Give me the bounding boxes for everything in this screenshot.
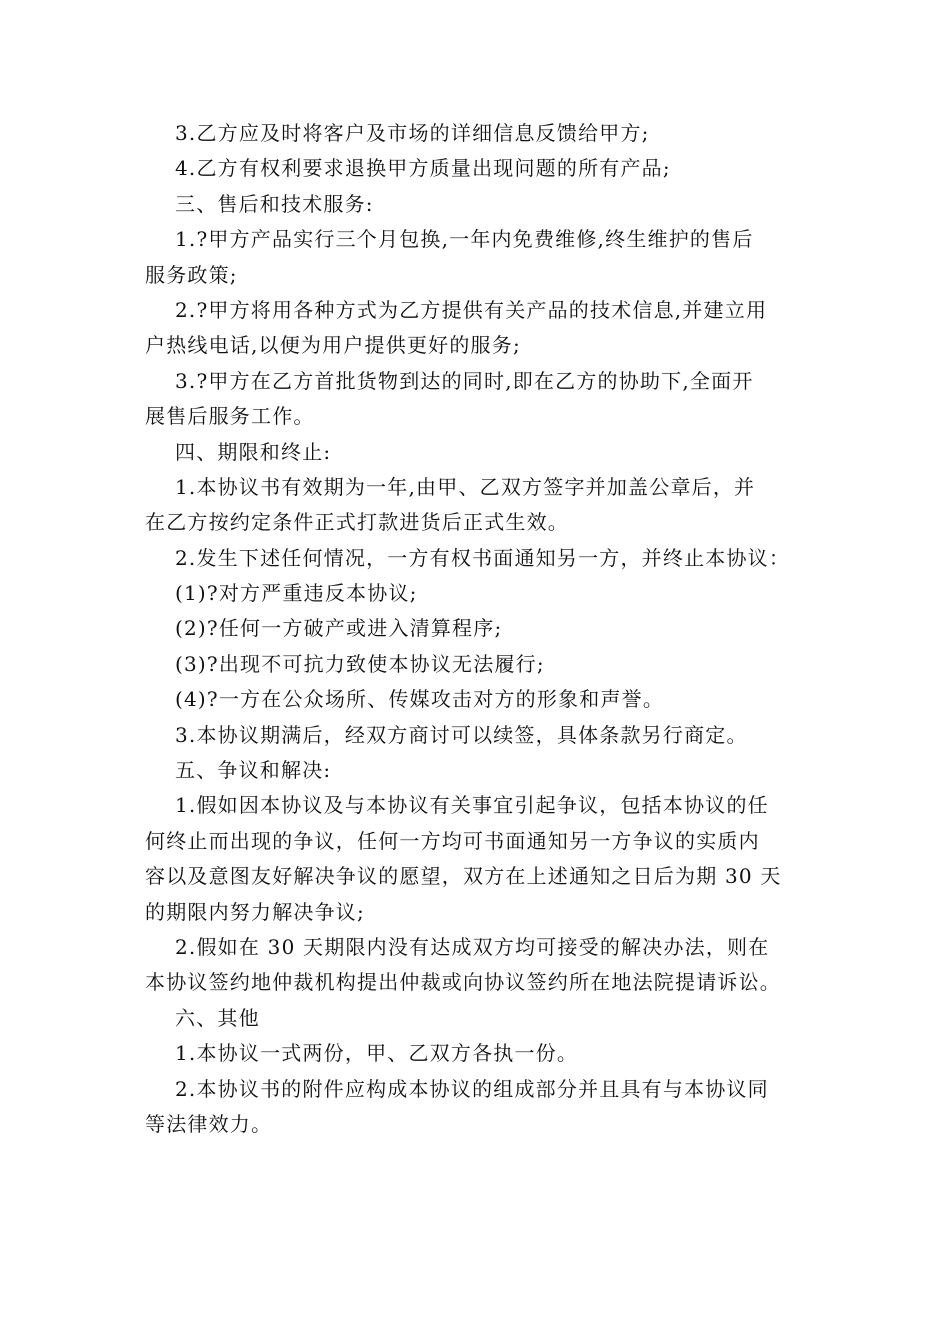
text-line: 展售后服务工作。 (145, 404, 315, 429)
text-line: 1.本协议书有效期为一年,由甲、乙双方签字并加盖公章后，并 (175, 474, 756, 499)
text-line: 1.假如因本协议及与本协议有关事宜引起争议，包括本协议的任 (175, 793, 769, 818)
text-line: 容以及意图友好解决争议的愿望，双方在上述通知之日后为期 30 天 (145, 864, 782, 889)
text-line: 的期限内努力解决争议; (145, 899, 365, 924)
text-line: 三、售后和技术服务: (175, 191, 374, 216)
text-line: 3.乙方应及时将客户及市场的详细信息反馈给甲方; (175, 121, 650, 145)
text-line: 3.?甲方在乙方首批货物到达的同时,即在乙方的协助下,全面开 (175, 368, 754, 393)
text-line: 六、其他 (175, 1005, 260, 1030)
text-line: 四、期限和终止: (175, 439, 332, 464)
text-line: (1)?对方严重违反本协议; (175, 581, 418, 606)
text-line: (2)?任何一方破产或进入清算程序; (175, 616, 503, 641)
text-line: 何终止而出现的争议，任何一方均可书面通知另一方争议的实质内 (145, 828, 760, 853)
text-line: 1.?甲方产品实行三个月包换,一年内免费维修,终生维护的售后 (175, 227, 754, 252)
text-line: 2.?甲方将用各种方式为乙方提供有关产品的技术信息,并建立用 (175, 297, 768, 322)
text-line: 本协议签约地仲裁机构提出仲裁或向协议签约所在地法院提请诉讼。 (145, 970, 781, 995)
text-line: 2.本协议书的附件应构成本协议的组成部分并且具有与本协议同 (175, 1076, 769, 1101)
text-line: 3.本协议期满后，经双方商讨可以续签，具体条款另行商定。 (175, 722, 748, 747)
text-line: 2.发生下述任何情况，一方有权书面通知另一方，并终止本协议： (175, 545, 791, 570)
text-line: 等法律效力。 (145, 1111, 273, 1136)
text-line: 户热线电话,以便为用户提供更好的服务; (145, 333, 521, 358)
text-line: 4.乙方有权利要求退换甲方质量出现问题的所有产品; (175, 156, 671, 181)
text-line: 服务政策; (145, 262, 238, 287)
document-body (145, 116, 810, 1142)
text-line: 1.本协议一式两份，甲、乙双方各执一份。 (175, 1041, 579, 1066)
text-line: 五、争议和解决: (175, 758, 332, 783)
text-line: (3)?出现不可抗力致使本协议无法履行; (175, 651, 545, 676)
text-line: 在乙方按约定条件正式打款进货后正式生效。 (145, 510, 569, 535)
text-line: 2.假如在 30 天期限内没有达成双方均可接受的解决办法，则在 (175, 934, 770, 959)
text-line: (4)?一方在公众场所、传媒攻击对方的形象和声誉。 (175, 687, 665, 712)
